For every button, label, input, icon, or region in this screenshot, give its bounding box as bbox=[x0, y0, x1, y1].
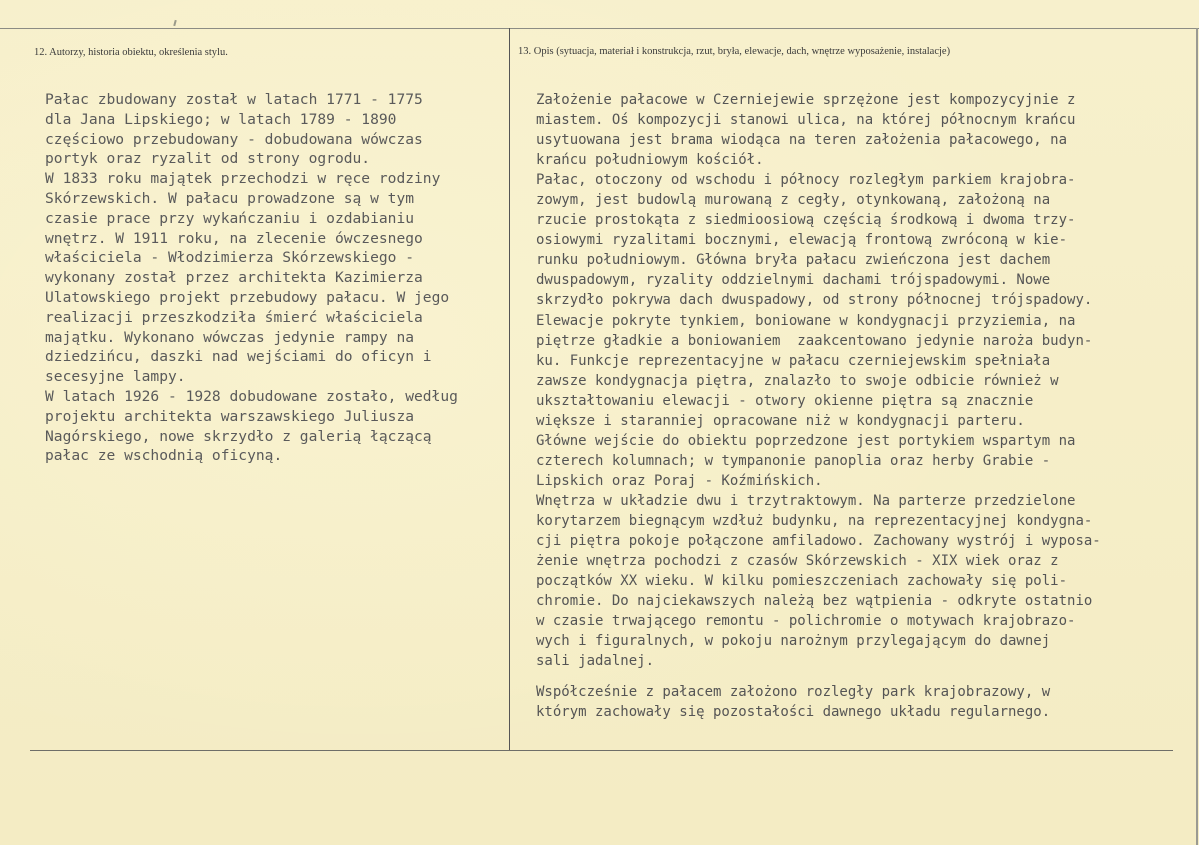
typed-line: częściowo przebudowany - dobudowana wówczas bbox=[45, 130, 423, 148]
typed-line: wych i figuralnych, w pokoju narożnym przylegającym do dawnej bbox=[536, 633, 1051, 650]
typed-line: runku południowym. Główna bryła pałacu zwieńczona jest dachem bbox=[536, 252, 1051, 269]
typed-line: czterech kolumnach; w tympanonie panoplia oraz herby Grabie - bbox=[536, 452, 1051, 469]
typed-line: którym zachowały się pozostałości dawnego układu regularnego. bbox=[536, 704, 1051, 720]
typed-line: W 1833 roku majątek przechodzi w ręce rodziny bbox=[45, 170, 441, 188]
typed-line: skrzydło pokrywa dach dwuspadowy, od strony północnej trójspadowy. bbox=[536, 292, 1093, 309]
typed-line: Pałac zbudowany został w latach 1771 - 1775 bbox=[45, 91, 423, 108]
typed-line: zawsze kondygnacja piętra, znalazło to swoje odbicie również w bbox=[536, 372, 1059, 389]
typed-line: żenie wnętrza pochodzi z czasów Skórzewskich - XIX wiek oraz z bbox=[536, 553, 1059, 570]
typed-line: krańcu południowym kościół. bbox=[536, 152, 764, 169]
typed-line: dla Jana Lipskiego; w latach 1789 - 1890 bbox=[45, 110, 397, 128]
typed-line: pałac ze wschodnią oficyną. bbox=[45, 447, 283, 465]
column-divider bbox=[509, 28, 510, 751]
typed-line: chromie. Do najciekawszych należą bez wątpienia - odkryte ostatnio bbox=[536, 593, 1093, 610]
typed-line: wnętrz. W 1911 roku, na zlecenie ówczesnego bbox=[45, 229, 423, 247]
typed-line: piętrze gładkie a boniowaniem zaakcentowano jedynie naroża budyn- bbox=[536, 332, 1093, 349]
typed-line: Lipskich oraz Poraj - Koźmińskich. bbox=[536, 472, 823, 489]
typed-line: secesyjne lampy. bbox=[45, 368, 186, 386]
typed-line: Ulatowskiego projekt przebudowy pałacu. W jego bbox=[45, 288, 450, 306]
section-13-heading: 13. Opis (sytuacja, materiał i konstrukcja, rzut, bryła, elewacje, dach, wnętrze wyposażenie, instalacje) bbox=[518, 46, 951, 57]
right-edge-rule bbox=[1196, 28, 1198, 845]
typed-line: w czasie trwającego remontu - polichromie o motywach krajobrazo- bbox=[536, 613, 1076, 630]
bottom-rule bbox=[30, 750, 1173, 751]
typed-line: rzucie prostokąta z siedmioosiową częścią środkową i dwoma trzy- bbox=[536, 212, 1076, 229]
park-note-typed-text bbox=[536, 682, 1050, 722]
typed-line: realizacji przeszkodziła śmierć właściciela bbox=[45, 308, 423, 326]
typed-line: Współcześnie z pałacem założono rozległy park krajobrazowy, w bbox=[536, 684, 1051, 700]
typed-line: miastem. Oś kompozycji stanowi ulica, na której północnym krańcu bbox=[536, 112, 1076, 129]
history-typed-text bbox=[45, 90, 458, 466]
typed-line: ukształtowaniu elewacji - otwory okienne piętra są znacznie bbox=[536, 392, 1034, 409]
typed-line: projektu architekta warszawskiego Juliusza bbox=[45, 407, 415, 425]
typed-line: większe i staranniej opracowane niż w kondygnacji parteru. bbox=[536, 412, 1025, 429]
typed-line: dziedzińcu, daszki nad wejściami do oficyn i bbox=[45, 348, 432, 366]
description-typed-text bbox=[536, 90, 1101, 671]
typed-line: Założenie pałacowe w Czerniejewie sprzężone jest kompozycyjnie z bbox=[536, 92, 1076, 108]
typed-line: cji piętra pokoje połączone amfiladowo. Zachowany wystrój i wyposa- bbox=[536, 533, 1101, 550]
typed-line: wykonany został przez architekta Kazimierza bbox=[45, 269, 423, 287]
typed-line: Pałac, otoczony od wschodu i północy rozległym parkiem krajobra- bbox=[536, 172, 1076, 189]
typed-line: portyk oraz ryzalit od strony ogrodu. bbox=[45, 150, 371, 168]
typed-line: usytuowana jest brama wiodąca na teren założenia pałacowego, na bbox=[536, 132, 1068, 149]
typed-line: dwuspadowym, ryzality oddzielnymi dachami trójspadowymi. Nowe bbox=[536, 272, 1051, 289]
typed-line: ku. Funkcje reprezentacyjne w pałacu czerniejewskim spełniała bbox=[536, 352, 1051, 369]
top-rule bbox=[0, 28, 1199, 29]
typed-line: Wnętrza w układzie dwu i trzytraktowym. Na parterze przedzielone bbox=[536, 492, 1076, 509]
typed-line: Nagórskiego, nowe skrzydło z galerią łączącą bbox=[45, 427, 432, 445]
typed-line: Skórzewskich. W pałacu prowadzone są w tym bbox=[45, 189, 415, 207]
typed-line: właściciela - Włodzimierza Skórzewskiego - bbox=[45, 249, 415, 267]
paper-speck bbox=[173, 20, 176, 26]
typed-line: czasie prace przy wykańczaniu i ozdabianiu bbox=[45, 209, 415, 227]
typed-line: majątku. Wykonano wówczas jedynie rampy na bbox=[45, 328, 415, 346]
typed-line: korytarzem biegnącym wzdłuż budynku, na reprezentacyjnej kondygna- bbox=[536, 512, 1093, 529]
typed-line: zowym, jest budowlą murowaną z cegły, otynkowaną, założoną na bbox=[536, 192, 1051, 209]
typed-line: Elewacje pokryte tynkiem, boniowane w kondygnacji przyziemia, na bbox=[536, 312, 1076, 329]
typed-line: początków XX wieku. W kilku pomieszczeniach zachowały się poli- bbox=[536, 573, 1068, 590]
typed-line: sali jadalnej. bbox=[536, 653, 655, 670]
typed-line: osiowymi ryzalitami bocznymi, elewacją frontową zwróconą w kie- bbox=[536, 232, 1068, 249]
section-12-heading: 12. Autorzy, historia obiektu, określenia stylu. bbox=[34, 47, 228, 58]
typed-line: Główne wejście do obiektu poprzedzone jest portykiem wspartym na bbox=[536, 432, 1076, 449]
typed-line: W latach 1926 - 1928 dobudowane zostało, według bbox=[45, 387, 458, 405]
